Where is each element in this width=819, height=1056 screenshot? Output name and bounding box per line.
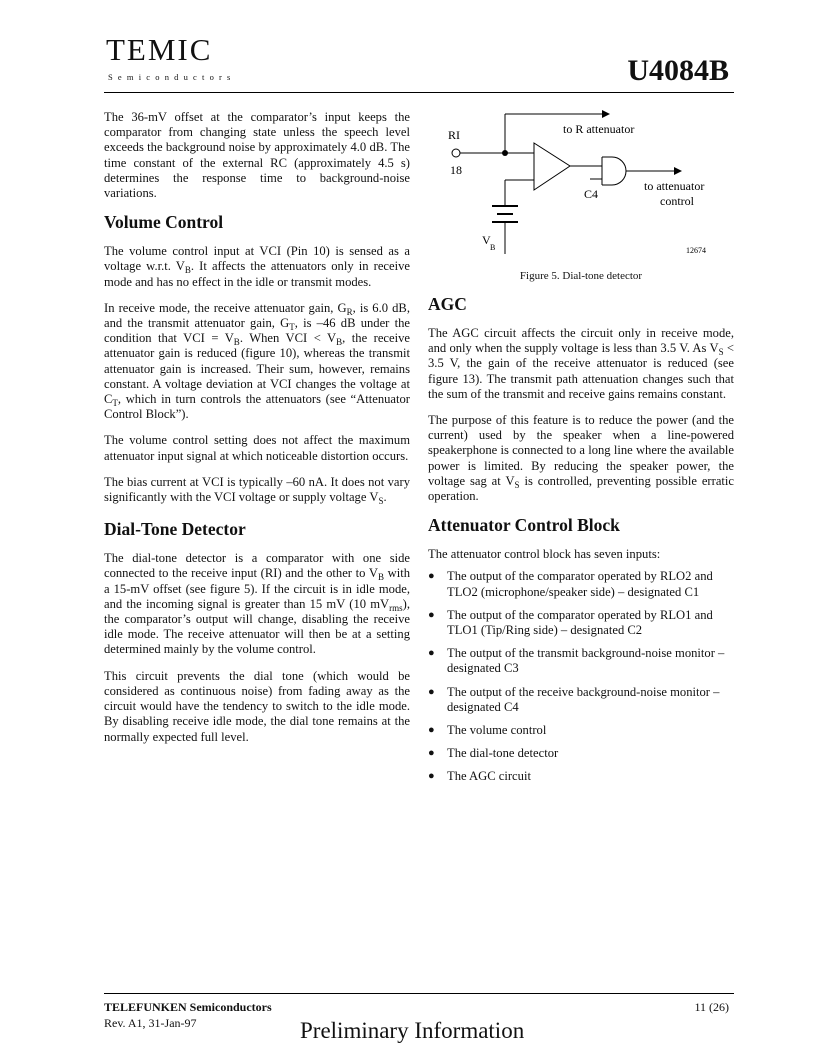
dial-tone-paragraph-2: This circuit prevents the dial tone (which would be considered as continuous noise) from fading away as the circuit would have the tendency to switch to the idle mode. By disabling receive idle mode, the dial tone remains at the normally expected full level. — [104, 668, 410, 744]
figure-caption: Figure 5. Dial-tone detector — [519, 270, 643, 282]
page-number: 11 (26) — [694, 1000, 729, 1014]
label-vb-sub: B — [490, 243, 496, 252]
volume-paragraph-4: The bias current at VCI is typically –60 nA. It does not vary significantly with the VCI voltage or supply voltage $V_S$. — [104, 474, 410, 507]
label-ri: RI — [448, 128, 460, 142]
label-control: control — [660, 194, 694, 208]
attenuator-inputs-list — [428, 569, 734, 784]
comparator-symbol — [534, 143, 570, 190]
list-item: ● The output of the comparator operated by RLO1 and TLO1 (Tip/Ring side) – designated C2 — [428, 608, 734, 638]
logo-subtitle: Semiconductors — [108, 72, 236, 82]
label-c4: C4 — [584, 187, 599, 201]
figure-ref-number: 12674 — [686, 246, 706, 255]
dial-tone-paragraph-1: The dial-tone detector is a comparator with one side connected to the receive input (RI) and the other to $V_B$ with a 15-mV offset (see figure 5). If the circuit is in idle mode, and the incoming signal is greater than 15 mV (10 $mV_{rms}$), the comparator’s output will change, disabling the receive idle mode. The receive attenuator will then be at a setting determined mainly by the volume control. — [104, 551, 410, 657]
volume-paragraph-1: The volume control input at VCI (Pin 10) is sensed as a voltage w.r.t. $V_B$. It affects the attenuators only in receive mode and has no effect in the idle or transmit modes. — [104, 244, 410, 289]
revision-info: Rev. A1, 31-Jan-97 — [104, 1016, 197, 1030]
list-item: ● The output of the receive background-noise monitor – designated C4 — [428, 685, 734, 715]
agc-paragraph-1: The AGC circuit affects the circuit only in receive mode, and only when the supply voltage is less than 3.5 V. As $V_S < 3.5$ V, the gain of the receive attenuator is reduced (see figure 13). The transmit path attenuation changes such that the sum of the transmit and receive gains remains constant. — [428, 326, 734, 401]
dial-tone-detector-diagram — [430, 108, 730, 268]
list-item: ● The output of the comparator operated by RLO2 and TLO2 (microphone/speaker side) – designated C1 — [428, 569, 734, 599]
intro-paragraph: The 36-mV offset at the comparator’s input keeps the comparator from changing state unless the speech level exceeds the background noise by approximately 4.0 dB. The time constant of the external RC (approximately 4.5 s) determines the response time to background-noise variations. — [104, 110, 410, 201]
volume-paragraph-3: The volume control setting does not affect the maximum attenuator input signal at which noticeable distortion occurs. — [104, 433, 410, 463]
preliminary-notice: Preliminary Information — [300, 1018, 525, 1043]
dial-tone-heading: Dial-Tone Detector — [104, 519, 246, 540]
list-item: ● The output of the transmit background-noise monitor – designated C3 — [428, 646, 734, 676]
list-item: ● The AGC circuit — [428, 769, 734, 784]
arrow-right-icon — [602, 110, 610, 118]
right-column — [428, 294, 734, 793]
list-item: ● The volume control — [428, 723, 734, 738]
volume-paragraph-2: In receive mode, the receive attenuator gain, $G_R$, is 6.0 dB, and the transmit attenuator gain, $G_T$, is –46 dB under the condition that VCI = $V_B$. When VCI < $V_B$, the receive attenuator gain is reduced (figure 10), whereas the transmit attenuator gain is increased. Their sum, however, remains constant. A voltage deviation at VCI changes the voltage at $C_T$, which in turn controls the attenuators (see “Attenuator Control Block”). — [104, 300, 410, 422]
label-vb: V — [482, 233, 491, 247]
and-gate-symbol — [602, 157, 626, 185]
company-logo: TEMIC — [106, 32, 213, 67]
list-item: ● The dial-tone detector — [428, 746, 734, 761]
agc-paragraph-2: The purpose of this feature is to reduce the power (and the current) used by the speaker when a line-powered speakerphone is connected to a long line where the available power is limited. By reducing the speaker power, the voltage sag at $V_S$ is controlled, preventing possible erratic operation. — [428, 413, 734, 504]
attenuator-control-heading: Attenuator Control Block — [428, 515, 620, 536]
left-column — [104, 110, 410, 756]
label-to-attenuator: to attenuator — [644, 179, 705, 193]
junction-dot — [502, 150, 508, 156]
label-to-r-attenuator: to R attenuator — [563, 122, 635, 136]
agc-heading: AGC — [428, 294, 467, 314]
arrow-right-icon — [674, 167, 682, 175]
volume-control-heading: Volume Control — [104, 212, 224, 233]
header-rule — [104, 92, 734, 93]
attenuator-control-intro: The attenuator control block has seven inputs: — [428, 547, 661, 562]
footer-rule — [104, 993, 734, 994]
part-number: U4084B — [627, 54, 729, 87]
label-pin: 18 — [450, 163, 462, 177]
footer-company: TELEFUNKEN Semiconductors — [104, 1000, 272, 1014]
ri-terminal — [452, 149, 460, 157]
